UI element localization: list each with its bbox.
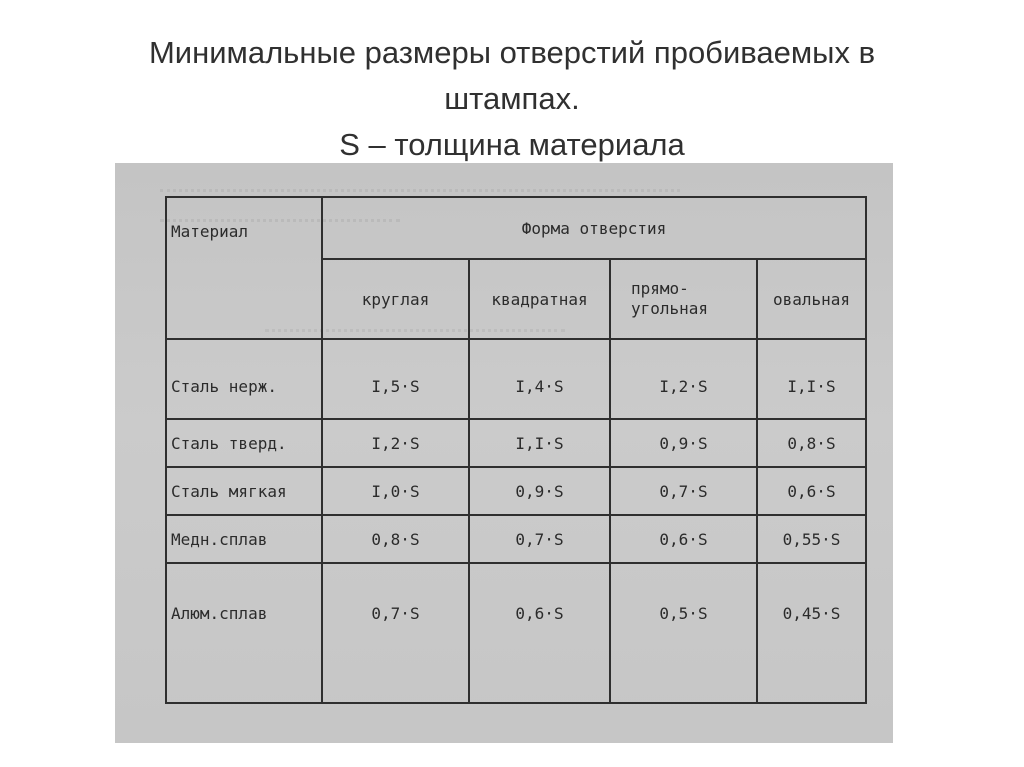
table-cell: 0,6·S [610,515,757,563]
shape-header: Форма отверстия [322,197,866,259]
material-name: Алюм.сплав [166,563,322,703]
table-cell: 0,8·S [757,419,866,467]
table-cell: I,I·S [757,339,866,419]
title-line-3: S – толщина материала [339,127,685,162]
column-header-rectangular: прямо- угольная [610,259,757,339]
table-cell: 0,55·S [757,515,866,563]
table-cell: I,5·S [322,339,469,419]
column-header-oval: овальная [757,259,866,339]
column-header-square: квадратная [469,259,610,339]
material-name: Сталь мягкая [166,467,322,515]
table-row [166,467,866,515]
table-cell: 0,6·S [757,467,866,515]
table-cell: 0,7·S [469,515,610,563]
table-cell: I,I·S [469,419,610,467]
table-cell: 0,9·S [469,467,610,515]
table-cell: I,4·S [469,339,610,419]
table-cell: 0,7·S [610,467,757,515]
table-row [166,563,866,703]
table-cell: 0,8·S [322,515,469,563]
material-name: Сталь нерж. [166,339,322,419]
table-cell: 0,45·S [757,563,866,703]
table-cell: 0,7·S [322,563,469,703]
material-name: Медн.сплав [166,515,322,563]
slide-title [0,30,1024,168]
bleed-through-texture [160,175,680,192]
table-cell: I,2·S [322,419,469,467]
table-cell: 0,9·S [610,419,757,467]
table-row [166,419,866,467]
material-header: Материал [166,197,322,339]
table-row [166,339,866,419]
table-cell: I,0·S [322,467,469,515]
title-line-1: Минимальные размеры отверстий пробиваемых в [148,35,876,70]
table-row [166,515,866,563]
table-cell: I,2·S [610,339,757,419]
hole-size-table [165,196,867,704]
table-cell: 0,5·S [610,563,757,703]
scanned-table-photo [115,163,893,743]
table-cell: 0,6·S [469,563,610,703]
title-line-2: штампах. [444,81,580,116]
column-header-round: круглая [322,259,469,339]
material-name: Сталь тверд. [166,419,322,467]
